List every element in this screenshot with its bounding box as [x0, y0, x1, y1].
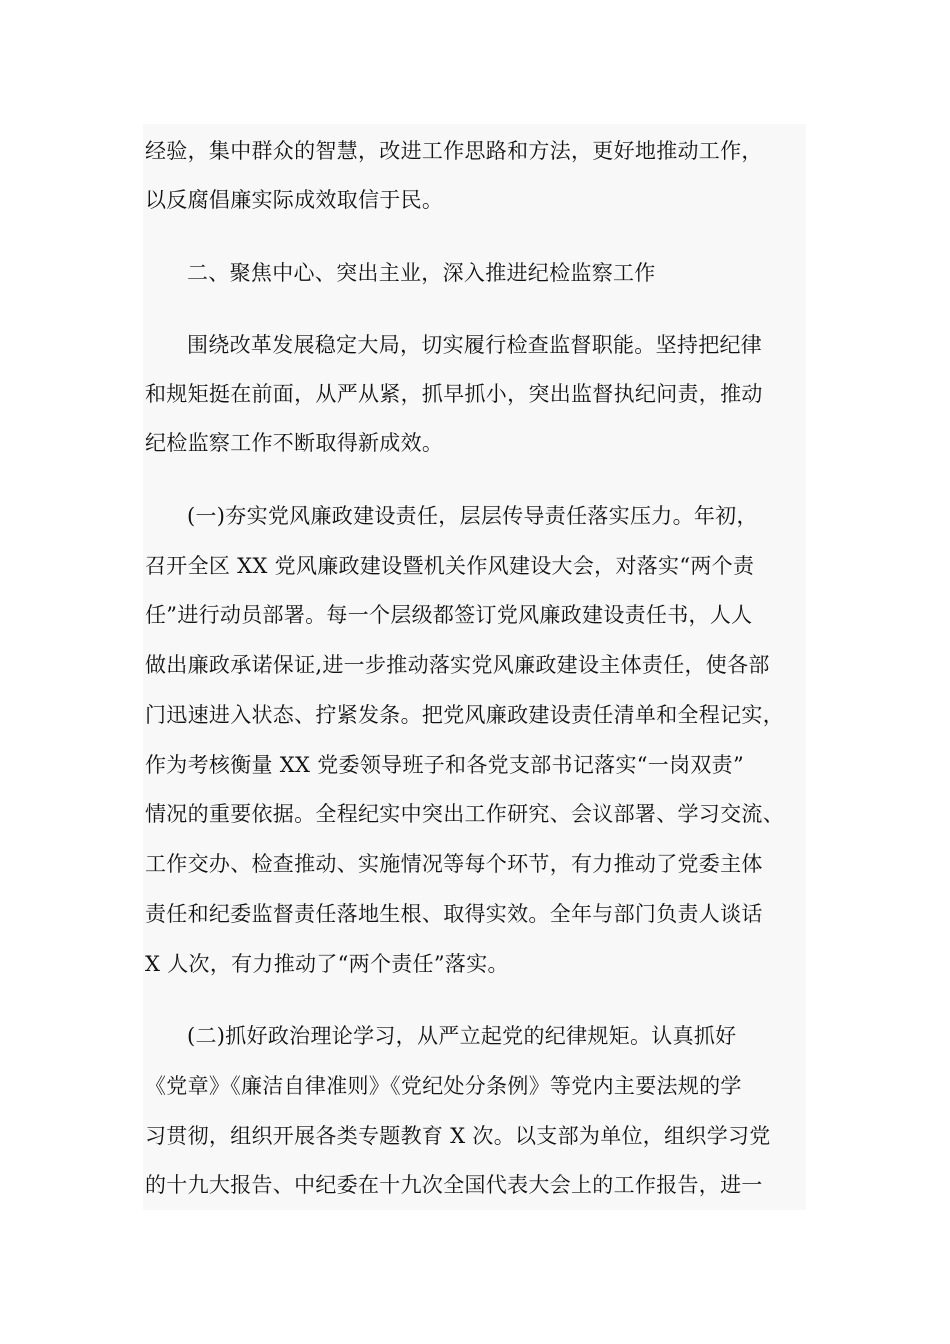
paragraph-line: 和规矩挺在前面，从严从紧，抓早抓小，突出监督执纪问责，推动 — [145, 382, 763, 406]
section-heading: 二、聚焦中心、突出主业，深入推进纪检监察工作 — [187, 261, 656, 285]
paragraph-line: 做出廉政承诺保证,进一步推动落实党风廉政建设主体责任，使各部 — [145, 653, 770, 677]
paragraph-line: 纪检监察工作不断取得新成效。 — [145, 431, 444, 455]
paragraph-line: (二)抓好政治理论学习，从严立起党的纪律规矩。认真抓好 — [187, 1024, 737, 1048]
paragraph-line: 任”进行动员部署。每一个层级都签订党风廉政建设责任书，人人 — [145, 603, 753, 627]
paragraph-line: 门迅速进入状态、拧紧发条。把党风廉政建设责任清单和全程记实， — [145, 703, 784, 727]
paragraph-line: 以反腐倡廉实际成效取信于民。 — [145, 188, 444, 212]
paragraph-line: 作为考核衡量 XX 党委领导班子和各党支部书记落实“一岗双责” — [145, 753, 745, 777]
paragraph-line: 工作交办、检查推动、实施情况等每个环节，有力推动了党委主体 — [145, 852, 763, 876]
paragraph-line: 召开全区 XX 党风廉政建设暨机关作风建设大会，对落实“两个责 — [145, 554, 755, 578]
paragraph-line: 习贯彻，组织开展各类专题教育 X 次。以支部为单位，组织学习党 — [145, 1124, 771, 1148]
paragraph-line: 的十九大报告、中纪委在十九次全国代表大会上的工作报告，进一 — [145, 1173, 763, 1197]
paragraph-line: (一)夯实党风廉政建设责任，层层传导责任落实压力。年初， — [187, 504, 758, 528]
paragraph-line: 情况的重要依据。全程纪实中突出工作研究、会议部署、学习交流、 — [145, 802, 784, 826]
paragraph-line: 责任和纪委监督责任落地生根、取得实效。全年与部门负责人谈话 — [145, 902, 763, 926]
paragraph-line: 《党章》《廉洁自律准则》《党纪处分条例》等党内主要法规的学 — [145, 1074, 742, 1098]
paragraph-line: 经验，集中群众的智慧，改进工作思路和方法，更好地推动工作， — [145, 139, 763, 163]
paragraph-line: 围绕改革发展稳定大局，切实履行检查监督职能。坚持把纪律 — [187, 333, 763, 357]
paragraph-line: X 人次，有力推动了“两个责任”落实。 — [145, 952, 509, 976]
